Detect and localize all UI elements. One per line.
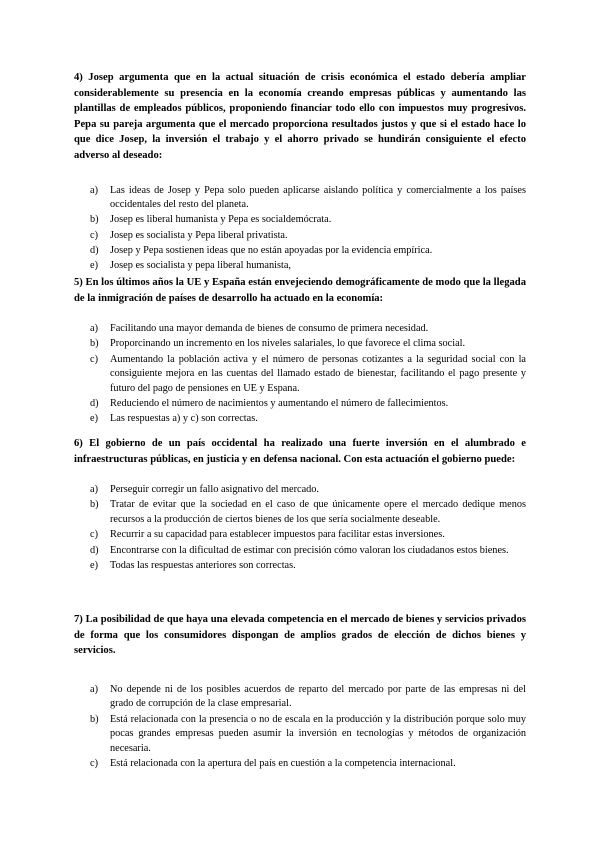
answer-option (74, 353, 526, 397)
option-text: Las respuestas a) y c) son correctas. (110, 413, 258, 425)
option-text: Encontrarse con la dificultad de estimar con precisión cómo valoran los ciudadanos estos bienes. (110, 544, 509, 556)
question-prompt: 5) En los últimos años la UE y España están envejeciendo demográficamente de modo que la llegada de la inmigración de países de desarrollo ha actuado en la economía: (74, 277, 526, 304)
answer-options (74, 184, 526, 274)
option-letter: d) (90, 544, 99, 556)
answer-options (74, 483, 526, 573)
option-text: Tratar de evitar que la sociedad en el caso de que únicamente opere el mercado dedique menos recursos a la producción de ciertos bienes de los que sería socialmente deseable. (110, 499, 526, 526)
answer-option (74, 213, 526, 228)
option-letter: b) (90, 499, 99, 511)
answer-options (74, 683, 526, 772)
option-letter: e) (90, 260, 98, 272)
question-4 (74, 70, 526, 274)
option-letter: a) (90, 184, 98, 196)
answer-option (74, 337, 526, 352)
answer-option (74, 483, 526, 498)
option-letter: b) (90, 713, 99, 725)
option-letter: b) (90, 214, 99, 226)
option-letter: d) (90, 244, 99, 256)
option-text: No depende ni de los posibles acuerdos de reparto del mercado por parte de las empresas ni del grado de corrupción de la clase empresarial. (110, 683, 526, 710)
option-text: Las ideas de Josep y Pepa solo pueden aplicarse aislando política y comercialmente a los países occidentales del resto del planeta. (110, 184, 526, 211)
option-letter: b) (90, 338, 99, 350)
option-text: Josep y Pepa sostienen ideas que no están apoyadas por la evidencia empírica. (110, 244, 433, 256)
answer-option (74, 713, 526, 757)
option-letter: c) (90, 758, 98, 770)
option-text: Facilitando una mayor demanda de bienes de consumo de primera necesidad. (110, 323, 429, 335)
option-text: Josep es liberal humanista y Pepa es socialdemócrata. (110, 214, 332, 226)
answer-option (74, 528, 526, 543)
answer-option (74, 229, 526, 244)
option-text: Josep es socialista y Pepa liberal privatista. (110, 229, 288, 241)
option-letter: a) (90, 323, 98, 335)
option-letter: c) (90, 229, 98, 241)
option-text: Josep es socialista y pepa liberal humanista, (110, 260, 292, 272)
answer-option (74, 184, 526, 213)
option-letter: c) (90, 353, 98, 365)
option-letter: c) (90, 529, 98, 541)
option-text: Está relacionada con la presencia o no de escala en la producción y la distribución porque solo muy pocas grandes empresas pueden asumir la inversión en tecnologías y métodos de organización necesaria. (110, 713, 526, 755)
option-letter: e) (90, 413, 98, 425)
question-prompt: 4) Josep argumenta que en la actual situación de crisis económica el estado debería ampliar considerablemente su presencia en la economía creando empresas públicas y aumentando las plantillas de empleados públicos, proponiendo financiar todo ello con impuestos muy progresivos. Pepa su pareja argumenta que el mercado proporciona resultados justos y que si el estado hace lo que dice Josep, la inversión el trabajo y el ahorro privado se hundirán consiguiente el efecto adverso al deseado: (74, 72, 526, 161)
answer-option (74, 683, 526, 712)
answer-option (74, 544, 526, 559)
question-prompt: 6) El gobierno de un país occidental ha realizado una fuerte inversión en el alumbrado e infraestructuras públicas, en justicia y en defensa nacional. Con esta actuación el gobierno puede: (74, 438, 526, 465)
option-letter: a) (90, 484, 98, 496)
option-text: Está relacionada con la apertura del país en cuestión a la competencia internacional. (110, 758, 456, 770)
answer-option (74, 498, 526, 527)
option-text: Aumentando la población activa y el número de personas cotizantes a la seguridad social con la consiguiente mejora en las cuentas del llamado estado de bienestar, facilitando el pago presente y futuro del pago de pensiones en UE y Espana. (110, 353, 526, 394)
option-text: Recurrir a su capacidad para establecer impuestos para facilitar estas inversiones. (110, 529, 445, 541)
answer-option (74, 559, 526, 574)
answer-option (74, 259, 526, 274)
option-text: Perseguir corregir un fallo asignativo del mercado. (110, 484, 320, 496)
answer-option (74, 757, 526, 772)
option-letter: d) (90, 398, 99, 410)
option-text: Reduciendo el número de nacimientos y aumentando el número de fallecimientos. (110, 398, 449, 410)
question-prompt: 7) La posibilidad de que haya una elevada competencia en el mercado de bienes y servicios privados de forma que los consumidores dispongan de amplios grados de elección de dichos bienes y servicios. (74, 614, 526, 657)
answer-option (74, 397, 526, 412)
question-6 (74, 436, 526, 574)
question-7 (74, 612, 526, 773)
option-text: Proporcinando un incremento en los niveles salariales, lo que favorece el clima social. (110, 338, 466, 350)
answer-option (74, 412, 526, 427)
answer-option (74, 244, 526, 259)
question-5 (74, 275, 526, 428)
option-letter: a) (90, 683, 98, 695)
answer-options (74, 322, 526, 427)
option-text: Todas las respuestas anteriores son correctas. (110, 559, 296, 571)
answer-option (74, 322, 526, 337)
option-letter: e) (90, 559, 98, 571)
